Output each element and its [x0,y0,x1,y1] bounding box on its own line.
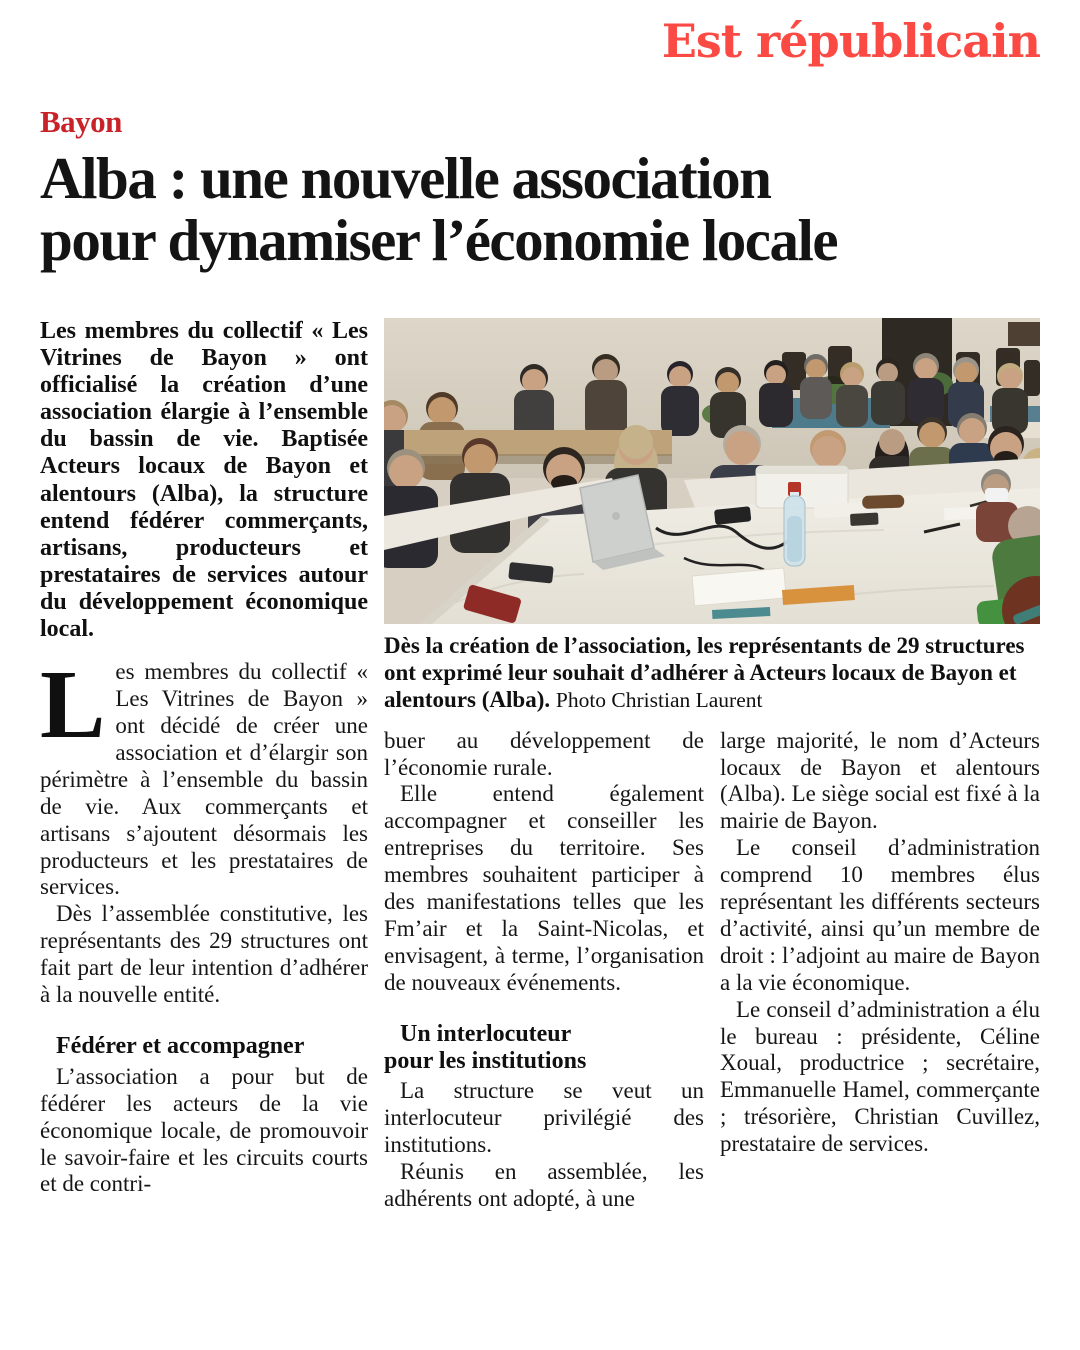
headline-line2: pour dynamiser l’économie locale [40,206,838,273]
paragraph-text: es membres du collectif « Les Vitrines de Bayon » ont décidé de créer une association et d’élargir son périmètre à l’ensemble du bassin de vie. Aux commerçants et artisans s’ajoutent désormais les producteurs et les prestataires de services. [40,659,368,900]
caption-text: Dès la création de l’association, les représentants de 29 structures ont exprimé leur souhait d’adhérer à Acteurs locaux de Bayon et alentours (Alba). [384,632,1025,712]
paragraph: Le conseil d’administration comprend 10 membres élus représentant les différents secteurs d’activité, ainsi qu’un membre de droit : l’adjoint au maire de Bayon a la vie économique. [720,835,1040,995]
paragraph: Réunis en assemblée, les adhérents ont adopté, à une [384,1159,704,1212]
paragraph: Elle entend également accompagner et conseiller les entreprises du territoire. Ses membres souhaitent participer à des manifestations telles que les Fm’air et la Saint-Nicolas, et envisagent, à terme, l’organisation de nouveaux événements. [384,781,704,995]
left-column [40,318,368,1213]
body-column-2 [384,728,704,1213]
subhead-federer: Fédérer et accompagner [56,1032,305,1059]
photo-caption [384,633,1040,714]
body-columns [384,728,1040,1213]
article-lede: Les membres du collectif « Les Vitrines de Bayon » ont officialisé la création d’une association élargie à l’ensemble du bassin de vie. Baptisée Acteurs locaux de Bayon et alentours (Alba), la structure entend fédérer commerçants, artisans, producteurs et prestataires de services autour du développement économique local. [40,317,368,643]
subhead-line2: pour les institutions [384,1047,587,1074]
body-column-3 [720,728,1040,1213]
paragraph: Le conseil d’administration a élu le bureau : présidente, Céline Xoual, productrice ; secrétaire, Emmanuelle Hamel, commerçante ; trésorière, Christian Cuvillez, prestataire de services. [720,996,1040,1157]
caption-credit: Photo Christian Laurent [555,687,763,712]
subhead-interlocuteur [384,1021,704,1075]
kicker-bayon: Bayon [40,104,122,139]
paragraph [40,651,368,901]
masthead-logo: Est républicain [661,14,1040,68]
paragraph: L’association a pour but de fédérer les acteurs de la vie économique locale, de promouvoir le savoir-faire et les circuits courts et de contri- [40,1063,368,1197]
subhead-line1: Un interlocuteur [400,1020,572,1047]
paragraph: buer au développement de l’économie rurale. [384,727,704,780]
paragraph: La structure se veut un interlocuteur privilégié des institutions. [384,1078,704,1158]
headline-line1: Alba : une nouvelle association [40,145,771,211]
paragraph: Dès l’assemblée constitutive, les représentants des 29 structures ont fait part de leur intention d’adhérer à la nouvelle entité. [40,901,368,1008]
body-column-1 [40,651,368,1198]
article-content [40,318,1040,1213]
drop-cap: L [40,651,106,760]
article-photo [384,318,1040,624]
right-area [384,318,1040,1213]
article-headline [40,145,1040,273]
meeting-photo-scene [384,318,1040,624]
paragraph: large majorité, le nom d’Acteurs locaux de Bayon et alentours (Alba). Le siège social est fixé à la mairie de Bayon. [720,727,1040,834]
